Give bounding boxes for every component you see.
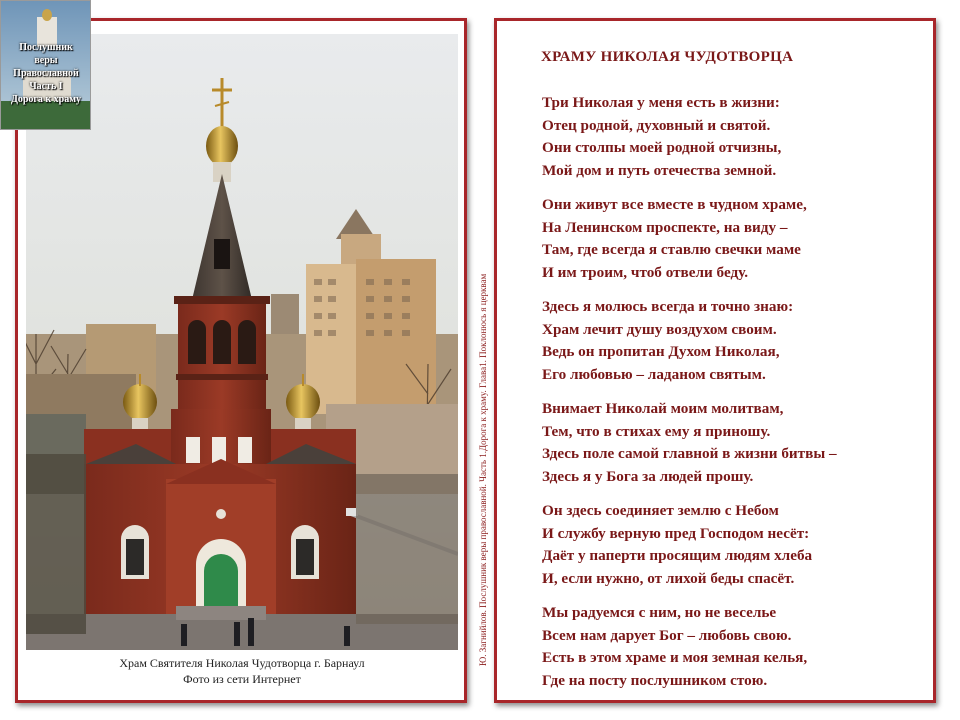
poem-stanza: [542, 194, 927, 284]
poem-line: Там, где всегда я ставлю свечки маме: [542, 241, 801, 258]
poem-stanza: [542, 398, 927, 488]
poem-line: И, если нужно, от лихой беды спасёт.: [542, 569, 795, 587]
poem-line: Тем, что в стихах ему я приношу.: [542, 422, 771, 440]
poem-line: И им троим, чтоб отвели беду.: [542, 263, 749, 281]
caption-line-1: Храм Святителя Николая Чудотворца г. Барнаул: [119, 656, 365, 670]
vertical-source-note: Ю. Загнийлов. Послушник веры православной. Часть 1.Дорога к храму. Глава1. Поклонюсь я церквам: [478, 273, 488, 666]
poem-line: Здесь поле самой главной в жизни битвы –: [542, 445, 837, 462]
photo-caption: [26, 655, 458, 687]
poem-line: Они живут все вместе в чудном храме,: [542, 196, 807, 213]
poem-line: Всем нам дарует Бог – любовь свою.: [542, 626, 792, 644]
poem-line: Он здесь соединяет землю с Небом: [542, 502, 779, 519]
poem-line: Где на посту послушником стою.: [542, 671, 768, 689]
poem-line: И службу верную пред Господом несёт:: [542, 524, 810, 542]
poem-line: Здесь я молюсь всегда и точно знаю:: [542, 298, 794, 315]
poem-line: Отец родной, духовный и святой.: [542, 116, 771, 134]
poem-line: Даёт у паперти просящим людям хлеба: [542, 547, 813, 564]
poem-line: Есть в этом храме и моя земная келья,: [542, 649, 808, 666]
poem-line: Его любовью – ладаном святым.: [542, 365, 766, 383]
poem-line: Они столпы моей родной отчизны,: [542, 139, 782, 156]
book-cover-title: Послушник веры Православной Часть I Дорога к храму: [10, 42, 82, 105]
poem-stanza: [542, 296, 927, 386]
poem-stanza: [542, 500, 927, 590]
book-cover-thumbnail: [0, 0, 91, 130]
poem-line: Храм лечит душу воздухом своим.: [542, 320, 777, 338]
poem-line: Три Николая у меня есть в жизни:: [542, 94, 780, 111]
poem-line: Ведь он пропитан Духом Николая,: [542, 343, 780, 360]
poem-line: Мой дом и путь отечества земной.: [542, 161, 777, 179]
poem-line: Внимает Николай моим молитвам,: [542, 400, 784, 417]
poem-title: ХРАМУ НИКОЛАЯ ЧУДОТВОРЦА: [541, 49, 794, 65]
poem-stanza: [542, 92, 927, 182]
poem-line: Мы радуемся с ним, но не веселье: [542, 604, 777, 621]
poem-line: На Ленинском проспекте, на виду –: [542, 218, 788, 236]
poem-stanza: [542, 602, 927, 692]
poem-line: Здесь я у Бога за людей прошу.: [542, 467, 754, 485]
caption-line-2: Фото из сети Интернет: [183, 672, 301, 686]
poem-body: [542, 92, 927, 704]
